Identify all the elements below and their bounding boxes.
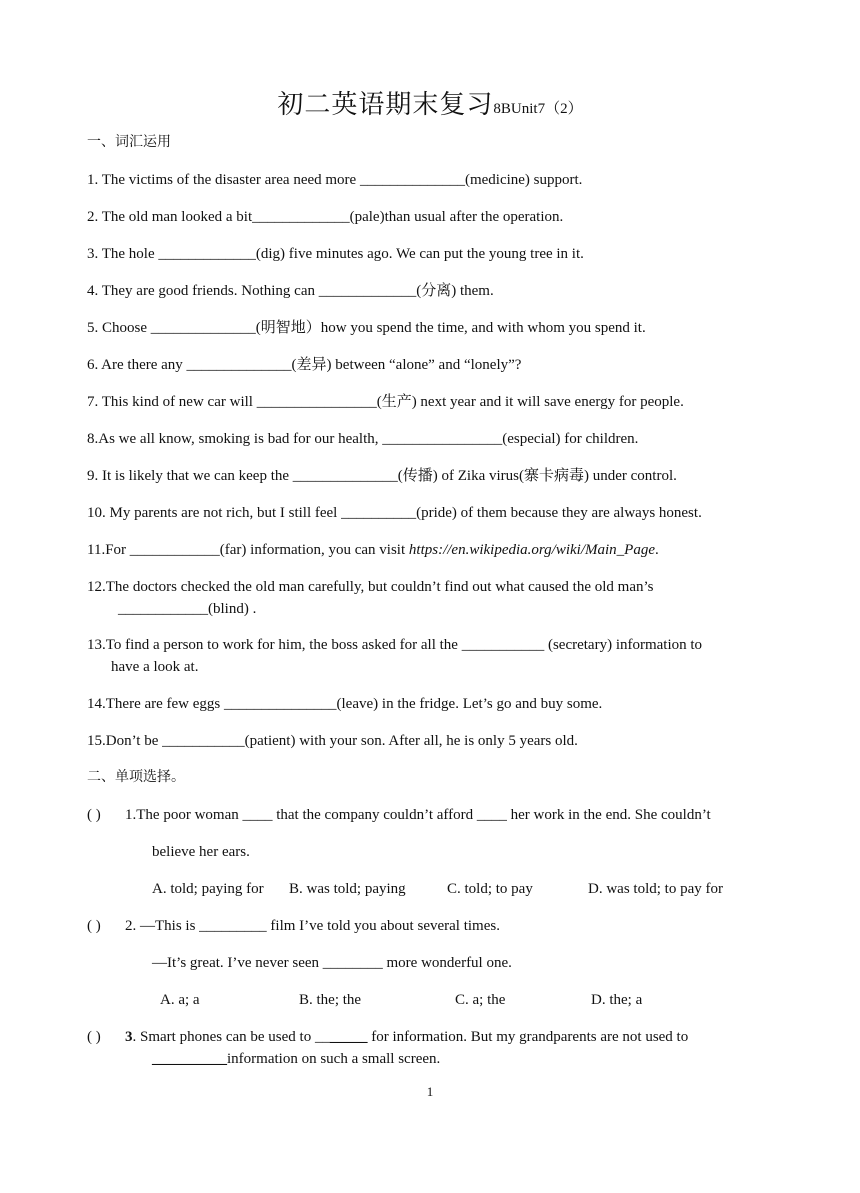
wikipedia-link[interactable]: https://en.wikipedia.org/wiki/Main_Page (408, 542, 655, 558)
choice-q3-line2-text: information on such a small screen. (227, 1051, 441, 1067)
vocab-item-14: 14.There are few eggs _______________(leave) in the fridge. Let’s go and buy some. (87, 696, 603, 712)
vocab-item-10: 10. My parents are not rich, but I still feel __________(pride) of them because they are always honest. (87, 505, 702, 521)
vocab-item-11-text: 11.For ____________(far) information, you can visit (87, 542, 409, 558)
choice-q1-option-c: C. told; to pay (447, 881, 533, 897)
choice-q1-line1 (87, 805, 711, 825)
vocab-item-7: 7. This kind of new car will ________________(生产) next year and it will save energy for people. (87, 394, 684, 410)
choice-q2-option-b: B. the; the (299, 992, 362, 1008)
page-title (0, 84, 860, 121)
choice-q3-line1 (87, 1027, 688, 1047)
choice-q2-stem: 2. —This is _________ film I’ve told you about several times. (125, 918, 500, 934)
choice-q1-stem: 1.The poor woman ____ that the company couldn’t afford ____ her work in the end. She couldn’t (125, 807, 711, 823)
choice-q2-option-d: D. the; a (591, 992, 643, 1008)
choice-q3-stem-end: for information. But my grandparents are not used to (367, 1029, 689, 1045)
choice-q2-line2: —It’s great. I’ve never seen ________ more wonderful one. (152, 955, 512, 971)
vocab-item-2: 2. The old man looked a bit_____________(pale)than usual after the operation. (87, 209, 564, 225)
choice-q1-option-a: A. told; paying for (152, 881, 264, 897)
choice-q2-line1 (87, 916, 500, 936)
vocab-item-12-line2: ____________(blind) . (118, 601, 257, 617)
vocab-item-9: 9. It is likely that we can keep the ______________(传播) of Zika virus(寨卡病毒) under control. (87, 468, 677, 484)
vocab-item-1: 1. The victims of the disaster area need more ______________(medicine) support. (87, 172, 583, 188)
vocab-item-4: 4. They are good friends. Nothing can _____________(分离) them. (87, 283, 494, 299)
vocab-item-13-line1: 13.To find a person to work for him, the boss asked for all the ___________ (secretary) information to (87, 637, 703, 653)
vocab-item-15: 15.Don’t be ___________(patient) with your son. After all, he is only 5 years old. (87, 733, 578, 749)
section-heading-vocabulary: 一、词汇运用 (87, 134, 171, 150)
answer-bracket[interactable]: ( ) (87, 807, 101, 823)
vocab-item-5: 5. Choose ______________(明智地）how you spend the time, and with whom you spend it. (87, 320, 646, 336)
section-heading-choice: 二、单项选择。 (87, 769, 185, 785)
vocab-item-13-line2: have a look at. (111, 659, 199, 675)
choice-q3-blank-2: __________ (152, 1051, 227, 1067)
choice-q1-option-b: B. was told; paying (289, 881, 406, 897)
vocab-item-11 (87, 540, 659, 560)
choice-q3-stem: . Smart phones can be used to __ (132, 1029, 330, 1045)
vocab-item-6: 6. Are there any ______________(差异) between “alone” and “lonely”? (87, 357, 522, 373)
vocab-item-12-line1: 12.The doctors checked the old man carefully, but couldn’t find out what caused the old man’s (87, 579, 654, 595)
page-number: 1 (426, 1084, 434, 1099)
choice-q1-option-d: D. was told; to pay for (588, 881, 723, 897)
choice-q3-line2 (152, 1049, 440, 1069)
vocab-item-3: 3. The hole _____________(dig) five minutes ago. We can put the young tree in it. (87, 246, 584, 262)
title-chinese: 初二英语期末复习 (277, 90, 494, 119)
answer-bracket[interactable]: ( ) (87, 918, 101, 934)
vocab-item-8: 8.As we all know, smoking is bad for our health, ________________(especial) for children. (87, 431, 639, 447)
choice-q1-line2: believe her ears. (152, 844, 250, 860)
choice-q3-number: 3 (125, 1029, 133, 1045)
choice-q2-option-a: A. a; a (160, 992, 200, 1008)
title-subtitle: 8BUnit7（2） (493, 101, 583, 117)
choice-q2-option-c: C. a; the (455, 992, 506, 1008)
vocab-item-11-end: . (655, 542, 659, 558)
choice-q3-blank-1: _____ (329, 1029, 368, 1045)
answer-bracket[interactable]: ( ) (87, 1029, 101, 1045)
